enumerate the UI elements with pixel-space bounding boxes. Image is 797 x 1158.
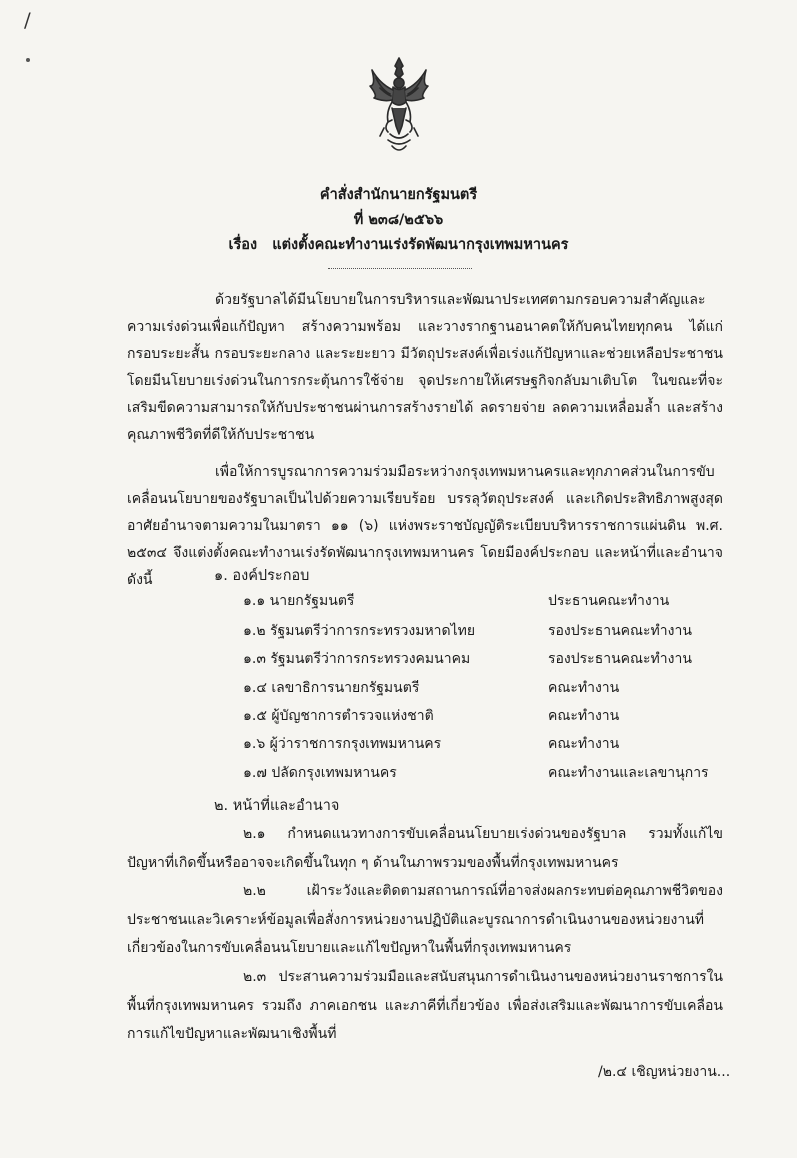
member-row xyxy=(0,762,797,786)
section-composition-heading: ๑. องค์ประกอบ xyxy=(214,568,310,584)
duty-text: ๒.๒ เฝ้าระวังและติดตามสถานการณ์ที่อาจส่งผลกระทบต่อคุณภาพชีวิตของประชาชนและวิเคราะห์ข้อมูลเพื่อสั่งการหน่วยงานปฏิบัติและบูรณาการดำเนินงานของหน่วยงานที่เกี่ยวข้องในการขับเคลื่อนนโยบายและแก้ไขปัญหาในพื้นที่กรุงเทพมหานคร xyxy=(127,883,723,956)
member-role: คณะทำงาน xyxy=(548,708,620,724)
member-row xyxy=(0,590,797,614)
member-name: ๑.๖ ผู้ว่าราชการกรุงเทพมหานคร xyxy=(243,736,442,752)
member-role: รองประธานคณะทำงาน xyxy=(548,623,692,639)
subject-text: แต่งตั้งคณะทำงานเร่งรัดพัฒนากรุงเทพมหานคร xyxy=(272,237,569,253)
duty-item xyxy=(127,820,723,877)
member-row xyxy=(0,620,797,644)
preamble-paragraph: ด้วยรัฐบาลได้มีนโยบายในการบริหารและพัฒนาประเทศตามกรอบความสำคัญและความเร่งด่วนเพื่อแก้ปัญหา สร้างความพร้อม และวางรากฐานอนาคตให้กับคนไทยทุกคน ได้แก่ กรอบระยะสั้น กรอบระยะกลาง และระยะยาว มีวัตถุประสงค์เพื่อเร่งแก้ปัญหาและช่วยเหลือประชาชน โดยมีนโยบายเร่งด่วนในการกระตุ้นการใช้จ่าย จุดประกายให้เศรษฐกิจกลับมาเติบโต ในขณะที่จะเสริมขีดความสามารถให้กับประชาชนผ่านการสร้างรายได้ ลดรายจ่าย ลดความเหลื่อมล้ำ และสร้างคุณภาพชีวิตที่ดีให้กับประชาชน xyxy=(127,292,723,443)
document-title: คำสั่งสำนักนายกรัฐมนตรี xyxy=(319,187,478,203)
member-role: ประธานคณะทำงาน xyxy=(548,593,670,609)
member-role: คณะทำงาน xyxy=(548,736,620,752)
member-name: ๑.๗ ปลัดกรุงเทพมหานคร xyxy=(243,765,397,781)
member-role: คณะทำงานและเลขานุการ xyxy=(548,765,709,781)
section-duties-heading: ๒. หน้าที่และอำนาจ xyxy=(214,798,340,814)
member-row xyxy=(0,733,797,757)
pen-mark: / xyxy=(24,8,31,32)
subject-label: เรื่อง xyxy=(228,237,258,253)
continuation-marker: /๒.๔ เชิญหน่วยงาน... xyxy=(598,1064,731,1080)
member-name: ๑.๔ เลขาธิการนายกรัฐมนตรี xyxy=(243,680,420,696)
duty-text: ๒.๓ ประสานความร่วมมือและสนับสนุนการดำเนินงานของหน่วยงานราชการในพื้นที่กรุงเทพมหานคร รวมถึง ภาคเอกชน และภาคีที่เกี่ยวข้อง เพื่อส่งเสริมและพัฒนาการขับเคลื่อนการแก้ไขปัญหาและพัฒนาเชิงพื้นที่ xyxy=(127,969,723,1042)
member-role: คณะทำงาน xyxy=(548,680,620,696)
member-name: ๑.๒ รัฐมนตรีว่าการกระทรวงมหาดไทย xyxy=(243,623,476,639)
garuda-emblem-icon xyxy=(366,56,432,158)
member-name: ๑.๕ ผู้บัญชาการตำรวจแห่งชาติ xyxy=(243,708,434,724)
member-row xyxy=(0,648,797,672)
subject-line xyxy=(0,233,797,256)
order-number: ที่ ๒๓๘/๒๕๖๖ xyxy=(353,212,444,228)
duty-item xyxy=(127,963,723,1049)
duty-text: ๒.๑ กำหนดแนวทางการขับเคลื่อนนโยบายเร่งด่วนของรัฐบาล รวมทั้งแก้ไขปัญหาที่เกิดขึ้นหรืออาจจะเกิดขึ้นในทุก ๆ ด้านในภาพรวมของพื้นที่กรุงเทพมหานคร xyxy=(127,826,723,871)
member-row xyxy=(0,677,797,701)
authority-paragraph: เพื่อให้การบูรณาการความร่วมมือระหว่างกรุงเทพมหานครและทุกภาคส่วนในการขับเคลื่อนนโยบายของรัฐบาลเป็นไปด้วยความเรียบร้อย บรรลุวัตถุประสงค์ และเกิดประสิทธิภาพสูงสุด อาศัยอำนาจตามความในมาตรา ๑๑ (๖) แห่งพระราชบัญญัติระเบียบบริหารราชการแผ่นดิน พ.ศ. ๒๕๓๔ จึงแต่งตั้งคณะทำงานเร่งรัดพัฒนากรุงเทพมหานคร โดยมีองค์ประกอบ และหน้าที่และอำนาจ ดังนี้ xyxy=(127,464,723,588)
member-row xyxy=(0,705,797,729)
member-name: ๑.๓ รัฐมนตรีว่าการกระทรวงคมนาคม xyxy=(243,651,471,667)
member-role: รองประธานคณะทำงาน xyxy=(548,651,692,667)
member-name: ๑.๑ นายกรัฐมนตรี xyxy=(243,593,355,609)
header-divider xyxy=(328,268,472,269)
duty-item xyxy=(127,877,723,963)
ink-dot xyxy=(26,58,30,62)
